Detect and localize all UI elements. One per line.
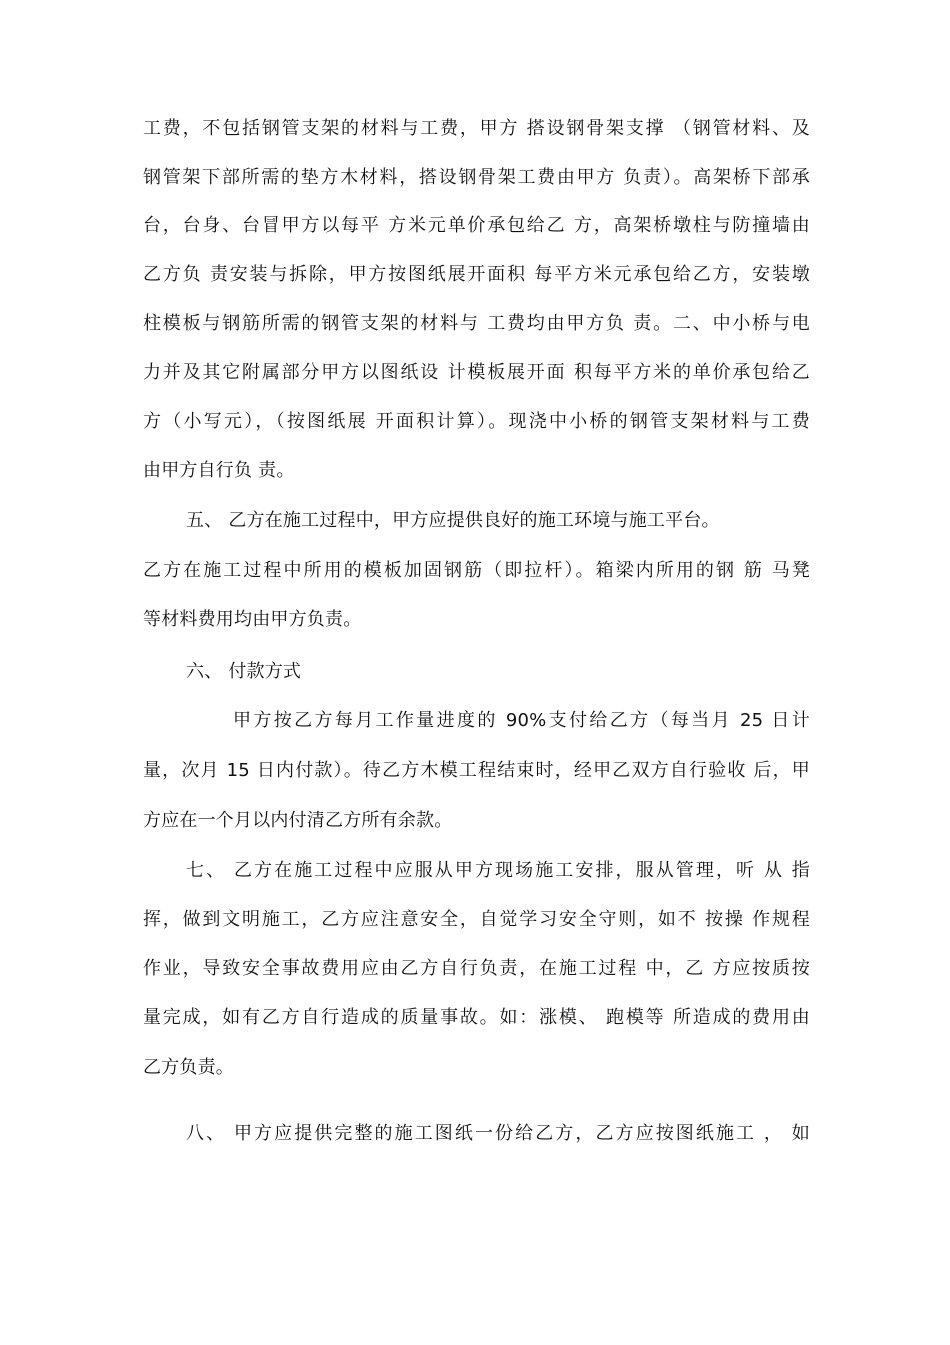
body-text-line: 由甲方自行负 责。 [143,460,295,481]
body-text-line: 量完成，如有乙方自行造成的质量事故。如：涨模、 跑模等 所造成的费用由 [143,1007,810,1028]
body-text-line: 挥，做到文明施工，乙方应注意安全，自觉学习安全守则，如不 按操 作规程 [143,909,810,930]
section-heading-eight: 八、 甲方应提供完整的施工图纸一份给乙方，乙方应按图纸施工 ， 如 [186,1123,810,1144]
body-text-line: 甲方按乙方每月工作量进度的 90%支付给乙方（每当月 25 日计 [233,710,810,731]
body-text-line: 钢管架下部所需的垫方木材料，搭设钢骨架工费由甲方 负责）。高架桥下部承 [143,167,810,188]
body-text-line: 力并及其它附属部分甲方以图纸设 计模板展开面 积每平方米的单价承包给乙 [143,362,810,383]
body-text-line: 作业，导致安全事故费用应由乙方自行负责，在施工过程 中，乙 方应按质按 [143,958,810,979]
body-text-line: 台，台身、台冒甲方以每平 方米元单价承包给乙 方，高架桥墩柱与防撞墙由 [143,215,810,236]
body-text-line: 工费，不包括钢管支架的材料与工费，甲方 搭设钢骨架支撑 （钢管材料、及 [143,118,810,139]
body-text-line: 乙方负责。 [143,1057,234,1078]
section-heading-six: 六、 付款方式 [186,661,302,682]
body-text-line: 量，次月 15 日内付款）。待乙方木模工程结束时，经甲乙双方自行验收 后，甲 [143,760,810,781]
body-text-line: 乙方在施工过程中所用的模板加固钢筋（即拉杆）。箱梁内所用的钢 筋 马凳 [143,560,810,581]
section-heading-five: 五、 乙方在施工过程中，甲方应提供良好的施工环境与施工平台。 [186,510,720,531]
body-text-line: 方应在一个月以内付清乙方所有余款。 [143,810,453,831]
body-text-line: 等材料费用均由甲方负责。 [143,609,362,630]
section-heading-seven: 七、 乙方在施工过程中应服从甲方现场施工安排，服从管理，听 从 指 [186,860,810,881]
body-text-line: 柱模板与钢筋所需的钢管支架的材料与 工费均由甲方负 责。二、中小桥与电 [143,313,810,334]
body-text-line: 乙方负 责安装与拆除，甲方按图纸展开面积 每平方米元承包给乙方，安装墩 [143,264,810,285]
body-text-line: 方（小写元），（按图纸展 开面积计算）。现浇中小桥的钢管支架材料与工费 [143,411,810,432]
